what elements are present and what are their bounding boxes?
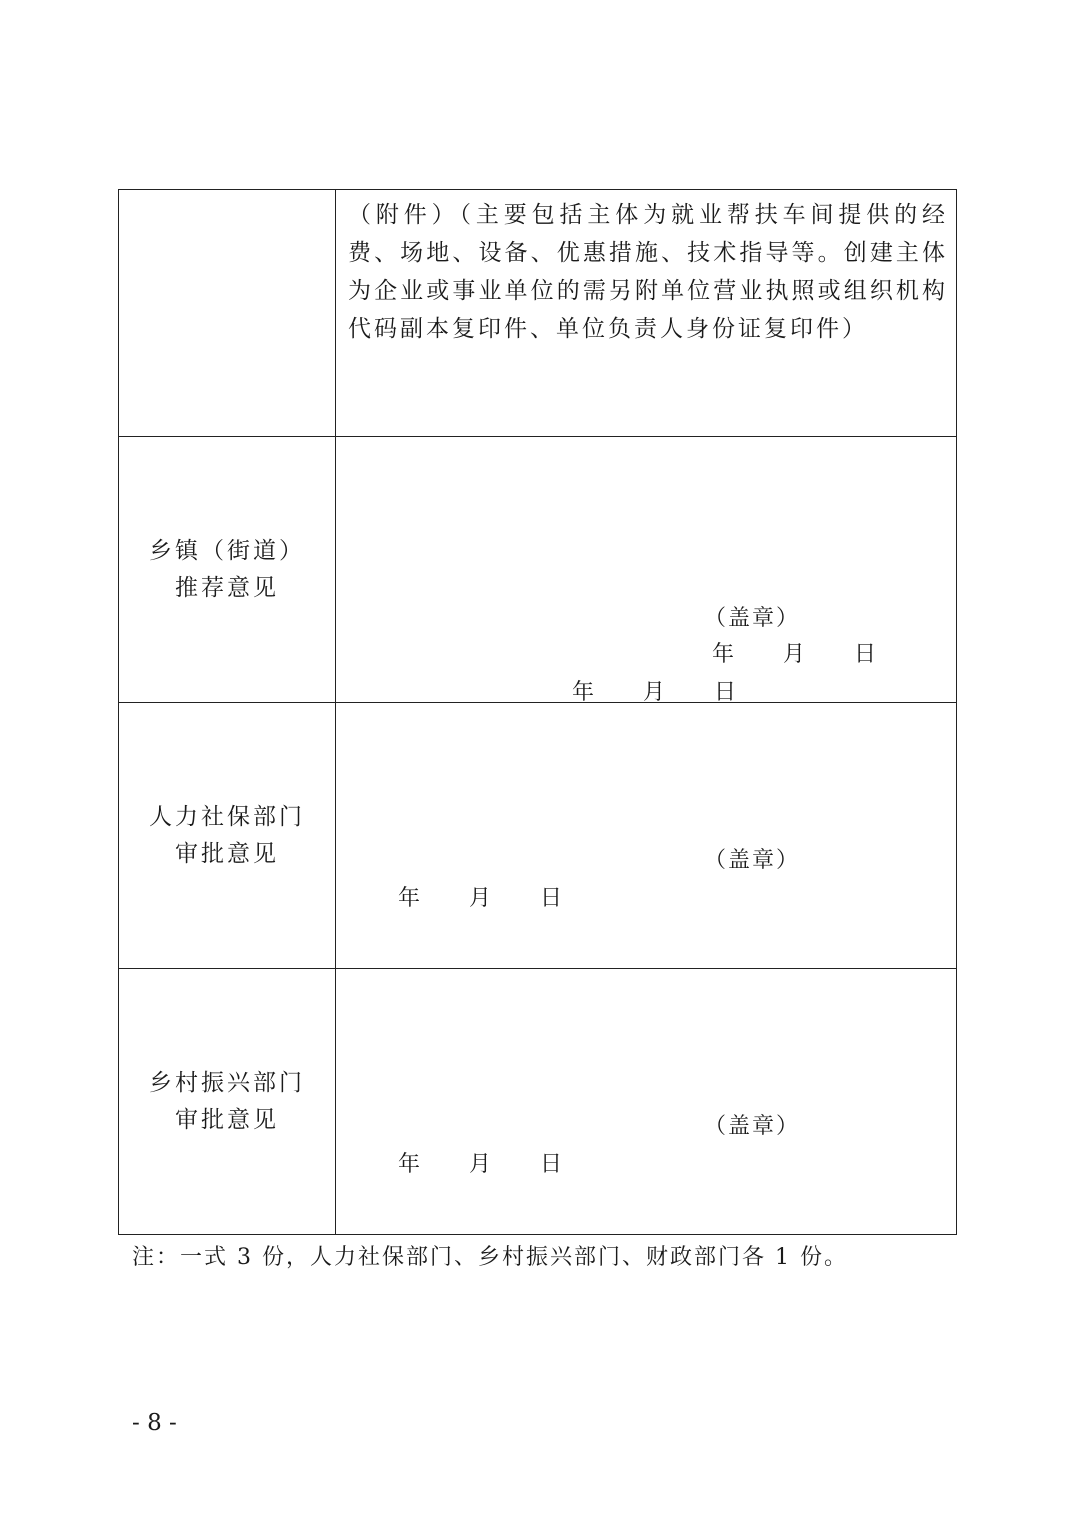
rural-label-line1: 乡村振兴部门 bbox=[149, 1069, 305, 1096]
township-opinion-cell bbox=[336, 437, 957, 703]
hr-label-line1: 人力社保部门 bbox=[149, 803, 305, 830]
hr-social-security-row bbox=[119, 703, 957, 969]
attachment-content-cell bbox=[336, 190, 957, 437]
hr-opinion-cell bbox=[336, 703, 957, 969]
date-year: 年 bbox=[572, 680, 597, 705]
township-date-primary bbox=[712, 637, 878, 668]
hr-label-cell bbox=[119, 703, 336, 969]
hr-date bbox=[398, 881, 564, 912]
attachment-description: （附件）（主要包括主体为就业帮扶车间提供的经费、场地、设备、优惠措施、技术指导等。创建主体为企业或事业单位的需另附单位营业执照或组织机构代码副本复印件、单位负责人身份证复印件） bbox=[348, 202, 948, 342]
date-year: 年 bbox=[398, 886, 423, 911]
date-month: 月 bbox=[643, 680, 668, 705]
hr-seal: （盖章） bbox=[704, 848, 801, 873]
township-label-line2: 推荐意见 bbox=[175, 574, 279, 601]
rural-date bbox=[398, 1147, 564, 1178]
date-day: 日 bbox=[854, 642, 879, 667]
hr-label bbox=[149, 799, 305, 873]
township-label bbox=[149, 533, 305, 607]
rural-seal: （盖章） bbox=[704, 1114, 801, 1139]
township-date-secondary bbox=[572, 675, 738, 706]
date-month: 月 bbox=[469, 886, 494, 911]
application-form-table bbox=[118, 189, 957, 1235]
date-day: 日 bbox=[540, 886, 565, 911]
date-year: 年 bbox=[398, 1152, 423, 1177]
rural-opinion-cell bbox=[336, 969, 957, 1235]
hr-label-line2: 审批意见 bbox=[175, 840, 279, 867]
date-month: 月 bbox=[469, 1152, 494, 1177]
rural-label-line2: 审批意见 bbox=[175, 1106, 279, 1133]
footnote: 注：一式 3 份，人力社保部门、乡村振兴部门、财政部门各 1 份。 bbox=[132, 1245, 848, 1270]
township-label-line1: 乡镇（街道） bbox=[149, 537, 305, 564]
page-number: - 8 - bbox=[132, 1410, 177, 1436]
date-month: 月 bbox=[783, 642, 808, 667]
township-label-cell bbox=[119, 437, 336, 703]
date-day: 日 bbox=[714, 680, 739, 705]
attachment-row bbox=[119, 190, 957, 437]
township-seal: （盖章） bbox=[704, 606, 801, 631]
township-row bbox=[119, 437, 957, 703]
rural-label-cell bbox=[119, 969, 336, 1235]
date-day: 日 bbox=[540, 1152, 565, 1177]
rural-label bbox=[149, 1065, 305, 1139]
date-year: 年 bbox=[712, 642, 737, 667]
rural-revitalization-row bbox=[119, 969, 957, 1235]
attachment-label-cell bbox=[119, 190, 336, 437]
